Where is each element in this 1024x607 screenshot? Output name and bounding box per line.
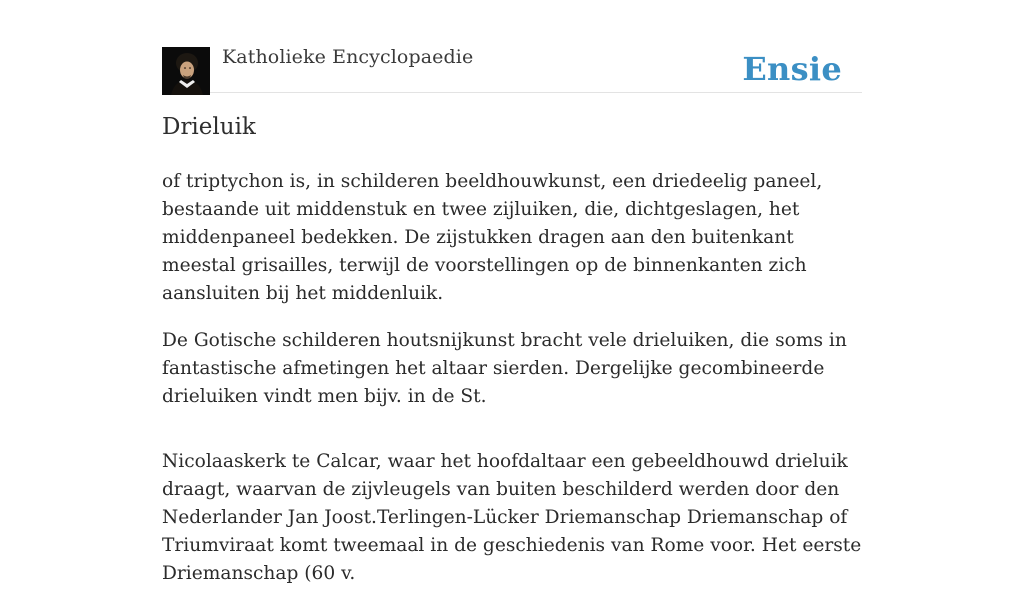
article-paragraph: Nicolaaskerk te Calcar, waar het hoofdaltaar een gebeeldhouwd drieluik draagt, waarvan de zijvleugels van buiten beschilderd werden door den Nederlander Jan Joost.Terlingen-Lücker Driemanschap Driemanschap of Triumviraat komt tweemaal in de geschiedenis van Rome voor. Het eerste Driemanschap (60 v. <box>162 451 862 584</box>
article-header <box>162 40 862 93</box>
source-avatar[interactable] <box>162 47 210 95</box>
brand-logo[interactable]: Ensie <box>742 50 842 88</box>
article-title: Drieluik <box>162 114 256 140</box>
source-name[interactable]: Katholieke Encyclopaedie <box>222 46 474 68</box>
article-paragraph: of triptychon is, in schilderen beeldhouwkunst, een driedeelig paneel, bestaande uit middenstuk en twee zijluiken, die, dichtgeslagen, het middenpaneel bedekken. De zijstukken dragen aan den buitenkant meestal grisailles, terwijl de voorstellingen op de binnenkanten zich aansluiten bij het middenluik. <box>162 171 823 304</box>
article-body <box>162 168 862 607</box>
article-paragraph: De Gotische schilderen houtsnijkunst bracht vele drieluiken, die soms in fantastische afmetingen het altaar sierden. Dergelijke gecombineerde drieluiken vindt men bijv. in de St. <box>162 330 847 407</box>
portrait-avatar-icon <box>162 47 210 95</box>
